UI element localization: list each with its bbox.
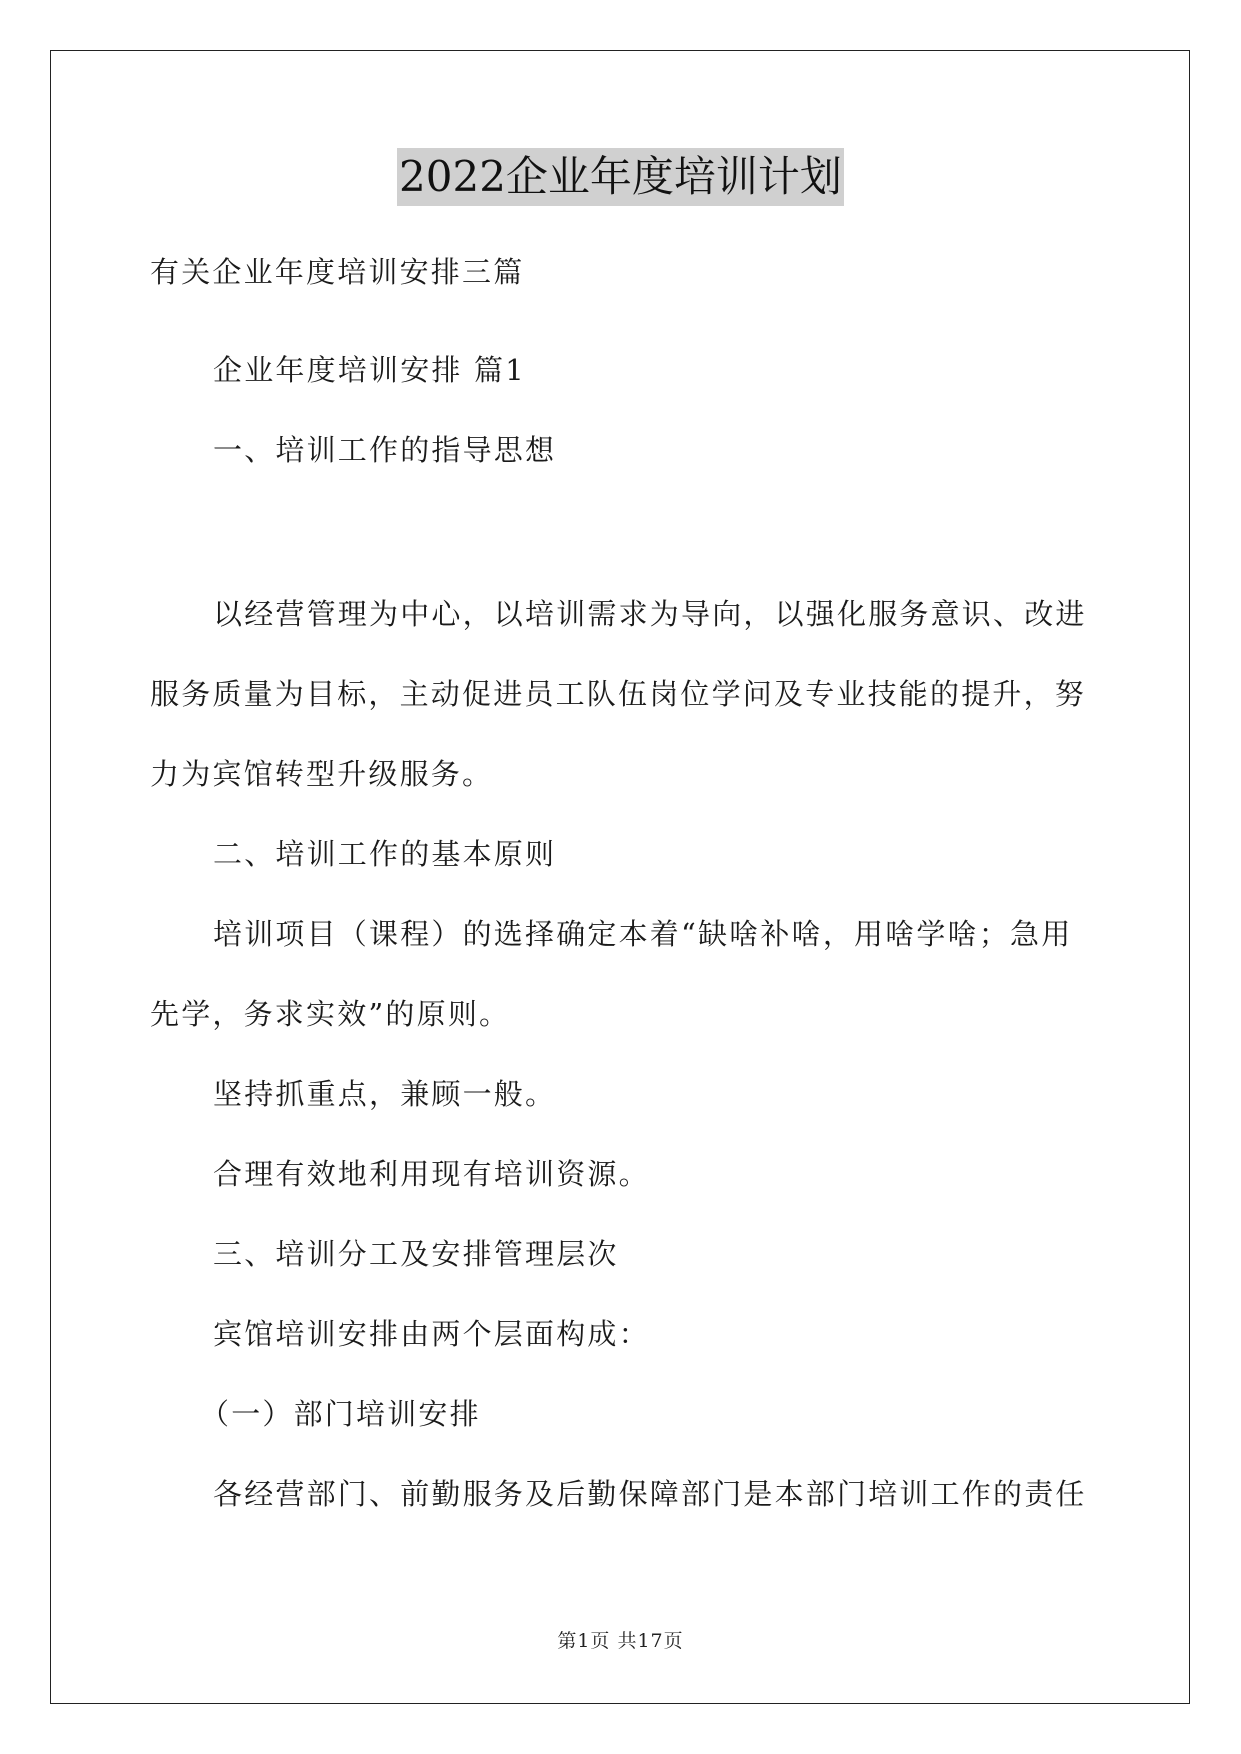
document-subtitle: 有关企业年度培训安排三篇 bbox=[150, 255, 525, 289]
section-heading: 三、培训分工及安排管理层次 bbox=[213, 1237, 619, 1271]
paragraph-line: 先学，务求实效”的原则。 bbox=[150, 997, 511, 1031]
paragraph-line: 坚持抓重点，兼顾一般。 bbox=[213, 1077, 557, 1111]
title-container bbox=[0, 148, 1241, 206]
paragraph-line: 宾馆培训安排由两个层面构成： bbox=[213, 1317, 650, 1351]
paragraph-line: 培训项目（课程）的选择确定本着“缺啥补啥，用啥学啥；急用 bbox=[213, 917, 1073, 951]
page-border bbox=[50, 50, 1190, 1704]
section-heading: 企业年度培训安排 篇1 bbox=[213, 353, 526, 387]
page-footer: 第1页 共17页 bbox=[557, 1630, 684, 1652]
paragraph-line: 以经营管理为中心，以培训需求为导向，以强化服务意识、改进 bbox=[213, 597, 1087, 631]
section-heading: 二、培训工作的基本原则 bbox=[213, 837, 557, 871]
paragraph-line: 各经营部门、前勤服务及后勤保障部门是本部门培训工作的责任 bbox=[213, 1477, 1087, 1511]
paragraph-line: 合理有效地利用现有培训资源。 bbox=[213, 1157, 650, 1191]
paragraph-line: 服务质量为目标，主动促进员工队伍岗位学问及专业技能的提升，努 bbox=[150, 677, 1087, 711]
document-title: 2022企业年度培训计划 bbox=[397, 148, 844, 206]
section-heading: 一、培训工作的指导思想 bbox=[213, 433, 557, 467]
paragraph-line: 力为宾馆转型升级服务。 bbox=[150, 757, 494, 791]
subsection-heading: （一）部门培训安排 bbox=[200, 1397, 481, 1431]
